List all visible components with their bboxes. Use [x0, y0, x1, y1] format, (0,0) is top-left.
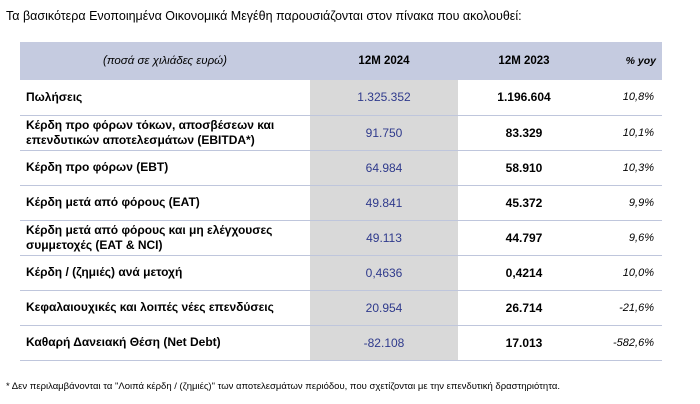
header-units: (ποσά σε χιλιάδες ευρώ): [20, 42, 310, 80]
value-2023: 83.329: [458, 115, 590, 150]
value-2023: 17.013: [458, 325, 590, 360]
row-label: Κεφαλαιουχικές και λοιπές νέες επενδύσεις: [20, 290, 310, 325]
value-2023: 26.714: [458, 290, 590, 325]
value-2024: 91.750: [310, 115, 458, 150]
value-2023: 45.372: [458, 185, 590, 220]
table-row: [20, 325, 662, 360]
header-yoy: % yoy: [590, 42, 662, 80]
value-2024: 1.325.352: [310, 80, 458, 115]
value-yoy: 10,8%: [590, 80, 662, 115]
row-label: Κέρδη προ φόρων (EBT): [20, 150, 310, 185]
value-yoy: -582,6%: [590, 325, 662, 360]
table-row: [20, 290, 662, 325]
table-row: [20, 185, 662, 220]
row-label: Πωλήσεις: [20, 80, 310, 115]
value-yoy: 10,0%: [590, 255, 662, 290]
value-yoy: -21,6%: [590, 290, 662, 325]
value-2024: -82.108: [310, 325, 458, 360]
value-2023: 0,4214: [458, 255, 590, 290]
row-label: Κέρδη μετά από φόρους (EAT): [20, 185, 310, 220]
value-2023: 58.910: [458, 150, 590, 185]
intro-text: Τα βασικότερα Ενοποιημένα Οικονομικά Μεγέθη παρουσιάζονται στον πίνακα που ακολουθεί:: [6, 9, 522, 23]
table-row: [20, 115, 662, 150]
table-row: [20, 220, 662, 255]
row-label: Κέρδη προ φόρων τόκων, αποσβέσεων και επενδυτικών αποτελεσμάτων (EBITDA*): [20, 115, 310, 150]
value-2024: 49.841: [310, 185, 458, 220]
table-row: [20, 150, 662, 185]
header-2023: 12M 2023: [458, 42, 590, 80]
table-row: [20, 80, 662, 115]
value-yoy: 10,3%: [590, 150, 662, 185]
value-2024: 49.113: [310, 220, 458, 255]
value-yoy: 10,1%: [590, 115, 662, 150]
value-2024: 20.954: [310, 290, 458, 325]
financial-table: [20, 42, 662, 361]
row-label: Κέρδη / (ζημιές) ανά μετοχή: [20, 255, 310, 290]
value-yoy: 9,6%: [590, 220, 662, 255]
table-header-row: [20, 42, 662, 80]
value-2024: 64.984: [310, 150, 458, 185]
value-2024: 0,4636: [310, 255, 458, 290]
table-row: [20, 255, 662, 290]
row-label: Καθαρή Δανειακή Θέση (Net Debt): [20, 325, 310, 360]
value-2023: 1.196.604: [458, 80, 590, 115]
value-2023: 44.797: [458, 220, 590, 255]
row-label: Κέρδη μετά από φόρους και μη ελέγχουσες συμμετοχές (EAT & NCI): [20, 220, 310, 255]
value-yoy: 9,9%: [590, 185, 662, 220]
footnote: * Δεν περιλαμβάνονται τα "Λοιπά κέρδη / (ζημιές)" των αποτελεσμάτων περιόδου, που σχετίζονται με την επενδυτική δραστηριότητα.: [6, 381, 560, 392]
header-2024: 12M 2024: [310, 42, 458, 80]
